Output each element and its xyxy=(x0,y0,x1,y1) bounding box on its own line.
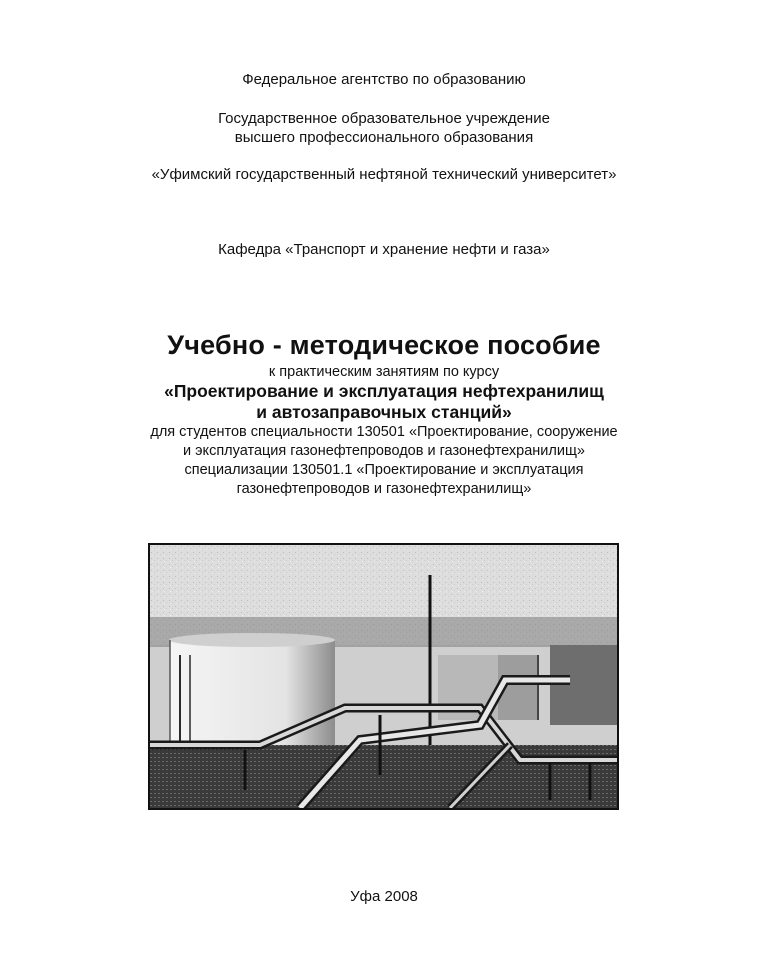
agency-name: Федеральное агентство по образованию xyxy=(242,71,526,88)
course-title-line-1: «Проектирование и эксплуатация нефтехранилищ xyxy=(164,381,604,401)
course-title-line-2: и автозаправочных станций» xyxy=(256,402,512,422)
specialization-line-1: специализации 130501.1 «Проектирование и эксплуатация xyxy=(184,462,584,478)
department-name: Кафедра «Транспорт и хранение нефти и газа» xyxy=(218,241,550,258)
document-subtitle: к практическим занятиям по курсу xyxy=(268,364,500,380)
specialization-line-2: газонефтепроводов и газонефтехранилищ» xyxy=(236,481,532,497)
specialty-line-1: для студентов специальности 130501 «Проектирование, сооружение xyxy=(150,424,618,440)
specialty-line-2: и эксплуатация газонефтепроводов и газонефтехранилищ» xyxy=(183,443,585,459)
document-title: Учебно - методическое пособие xyxy=(167,330,601,360)
oil-storage-tanks-photo xyxy=(148,543,619,810)
place-and-year: Уфа 2008 xyxy=(350,888,418,905)
university-name: «Уфимский государственный нефтяной технический университет» xyxy=(151,166,617,183)
institution-line-2: высшего профессионального образования xyxy=(234,129,534,146)
institution-line-1: Государственное образовательное учреждение xyxy=(218,110,550,127)
photo-illustration xyxy=(150,545,617,808)
